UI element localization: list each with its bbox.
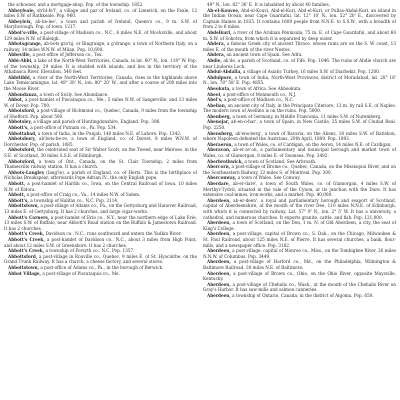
entry-text: a township of Ontario, Canada, in the district of Algoma. Pop. 650. [232, 292, 374, 298]
gazetteer-entry [4, 203, 197, 214]
entry-text: a town of Scotland, on the Don, 1 m. N. of Old Aberdeen, a city, the seat of King's College. [203, 220, 396, 231]
entry-text: an ancient town of Spain. See Adra. [226, 52, 303, 58]
entry-headword: Abbott's Creek, [8, 231, 45, 237]
entry-text: ab-er-dare', a town of South Wales, co. of Glamorgan, 4 miles S.W. of Merthyr-Tydvil, situated in the vale of the Cynon, at its junction with the Dare. It has extensive coal-mines, iron-works, and a market. Pop. 40,000. [203, 181, 396, 198]
entry-text: sh'bl-fe'l', a village and par of Ireland, co. of Limerick, on the Feale, 12 miles S.W. of Rathkeale. Pop. 960. [4, 7, 197, 19]
gazetteer-entry [203, 131, 396, 142]
gazetteer-entry [203, 259, 396, 270]
entry-text: ab'bots-be-re, a town of England, co. of Dorset, 8 miles W.N.W. of Dorchester. Pop. of parish, 1085. [4, 136, 197, 147]
entry-headword: Abbondanza, [8, 91, 39, 97]
gazetteer-entry [4, 58, 197, 75]
entry-headword: Abbot Village, [8, 270, 42, 276]
gazetteer-entry [4, 254, 197, 265]
entry-headword: Abbottstown, [8, 203, 39, 209]
entry-headword: Abbeville, [8, 52, 32, 58]
gazetteer-entry [203, 30, 396, 41]
entry-headword: Aberbrothwick, [207, 158, 244, 164]
entry-text: a lake of the North-West Territories, Canada, in lat. 60° N., lon. 118° W. Pop. of the township, 29 miles. It is studded with islands, and lies in the territory of the Athabasca River. Elevation, 540 feet. [4, 57, 197, 75]
entry-headword: Abensberg, [207, 130, 234, 136]
gazetteer-entry [203, 181, 396, 198]
gazetteer-entry [4, 30, 197, 41]
entry-headword: Abbotsford, [8, 158, 36, 164]
entry-headword: Abbi-Abbi, [8, 57, 33, 63]
entry-text: ab-en-o-har', a town of Spain, in New Castile, 25 miles S.W. of Ciudad Real. Pop. 2250. [203, 119, 396, 131]
entry-text: a town of Africa. See Abbeokuta. [232, 85, 302, 91]
entry-headword: Aberaeron, [207, 141, 233, 147]
gazetteer-entry [203, 41, 396, 52]
entry-headword: Abbotsford, [8, 147, 36, 153]
entry-text: ab-be-lee', a town and parish of Ireland, Queen's co., 9 m. S.W. of Maryborough. Pop. of town, 1217. [4, 18, 197, 30]
gazetteer-entry [203, 164, 396, 175]
entry-headword: Aberdeen, [207, 259, 231, 265]
gazetteer-entry [203, 220, 396, 231]
gazetteer-entry [4, 75, 197, 92]
entry-text: a town of Wales. See Conway. [237, 175, 301, 181]
gazetteer-entry [4, 97, 197, 108]
right-column [203, 2, 396, 398]
entry-text: a town of Ont., Canada, on the St. Clair Township, 2 miles from Thamesville railway station. It has a church. [4, 158, 197, 170]
entry-headword: Abel's, [207, 97, 223, 103]
entry-headword: Abenojar, [207, 119, 230, 125]
entry-headword: Abdul-Abdalla, [207, 69, 242, 75]
entry-headword: Aberdeen, [207, 292, 231, 298]
gazetteer-entry [4, 136, 197, 147]
entry-text: a post-office of Jefferson co., Tex. [32, 52, 103, 58]
entry-text: a post-office of Monmouth co., N.J. [222, 91, 297, 97]
entry-headword: Aberconway, [207, 175, 237, 181]
entry-headword: Aberdeen, [207, 281, 231, 287]
entry-text: ab'de, a parish of Scotland, co. of Fife. Pop. 1046. The ruins of Abdie church are near Lindores Loch. [203, 57, 396, 69]
gazetteer-entry [4, 271, 197, 277]
entry-headword: Abbottstown, [8, 264, 39, 270]
entry-text: a post-village of Adams co., Pa., on the Gettysburg and Hanover Railroad, 13 miles E. of Gettysburg. It has 2 churches, and large cigar-works. [4, 203, 197, 214]
entry-text: a post-hamlet of Piscataquis co., Me., 5 miles N.W. of Sangerville, and 13 miles W. of Dover. Pop. 700. [4, 97, 197, 108]
entry-text: a post-hamlet of Davidson co., N.C., about 3 miles from High Point, and about 12 miles S.W. of Greensboro. It has 2 churches. [4, 236, 197, 248]
gazetteer-entry [203, 293, 396, 299]
entry-text: a town of Scotland. See Arbroath. [244, 158, 317, 164]
entry-headword: Abeokuta, [207, 85, 231, 91]
entry-headword: Abbottabad, [8, 130, 37, 136]
entry-text: a post-village of Brown co., Ohio, on the Ohio River, opposite Maysville, Kentucky. [203, 270, 396, 282]
gazetteer-entry [203, 8, 396, 30]
entry-headword: Abeel, [207, 91, 222, 97]
entry-headword: Abbitibbi, [8, 74, 32, 80]
gazetteer-entry [203, 103, 396, 114]
entry-text: a post-village of Harford co., Md., on the Philadelphia, Wilmington & Baltimore Railroad, 30 miles N.E. of Baltimore. [203, 259, 396, 270]
entry-text: a post-office of Madison co., N.C. [223, 97, 294, 103]
gazetteer-entry [4, 237, 197, 248]
entry-text: a town of Wales, co. of Cardigan, on the Aeron, 14 miles N.E. of Cardigan. [234, 141, 392, 147]
gazetteer-entry [4, 215, 197, 232]
gazetteer-entry [4, 108, 197, 119]
entry-text: a post-village in Rouville co., Quebec, 9 miles E. of St. Hyacinthe, on the Grand Trunk Railway. It has a church, a cheese factory, and several stores. [4, 253, 197, 265]
entry-text: the schooner, and a mortgage-shop. Pop. of the township, 1852. [8, 2, 144, 7]
gazetteer-entry [203, 248, 396, 259]
entry-headword: Abbotsgrange, [8, 41, 43, 47]
entry-headword: Abbot's-ville, [8, 29, 39, 35]
entry-text: a town of Sicily. See Abundance. [39, 91, 109, 97]
entry-headword: Abercorn, [207, 164, 231, 170]
entry-text: ab'ens-berg', a town of Bavaria, on the Abens, 18 miles S.W. of Ratisbon, where Napoleon defeated the Austrians, 20th April, 1809. Pop. 1893. [203, 130, 396, 142]
entry-text: (lang'le), a parish of England, co. of Herts. This is the birthplace of Nicholas Breakspear, afterwards Pope Adrian IV., the only English pope. [4, 169, 197, 181]
entry-text: 49° N., lon. 82° 36' E. It is inhabited by about 40 families. [207, 2, 330, 7]
entry-headword: Abbott's, [8, 197, 29, 203]
gazetteer-entry [4, 19, 197, 30]
entry-text: ab-er-deen', a royal and parliamentary borough and seaport of Scotland, capital of Aberdeenshire, at the mouth of the river Dee, 110 miles N.N.E. of Edinburgh, with which it is connected by railway. Lat. 57° 9' N., lon. 2° 5' W. It has a university, a cathedral, and numerous churches. It exports granite, cattle, and fish. Pop. 121,000. [203, 197, 396, 220]
entry-text: a post-office of Craig co., Va., 14 miles N.W. of Salem. [26, 192, 141, 198]
entry-headword: Abbeyleix, [8, 18, 33, 24]
gazetteer-entry [203, 271, 396, 282]
entry-headword: Abdulpore, [207, 74, 233, 80]
entry-text: an ancient city of Italy, in the Principato Citeriore, 13 m. by rail S.E. of Naples. The modern town of Avellino is on the ruins. Pop. 5000. [203, 102, 396, 114]
entry-text: a town of India, in the Punjab, 140 miles N.E. of Lahore. Pop. 1342. [37, 130, 182, 136]
entry-headword: Abelian, [207, 102, 227, 108]
entry-text: the celebrated seat of Sir Walter Scott, on the Tweed, near Melrose, in the S.E. of Scotland, 30 miles S.S.E. of Edinburgh. [4, 147, 197, 159]
entry-text: a town of Germany, in Middle Franconia, 11 miles S.W. of Nuremberg. [232, 113, 382, 119]
gazetteer-page [4, 2, 396, 398]
entry-headword: Abbott's Creek, [8, 248, 45, 254]
entry-headword: Abbotsbury, [8, 136, 36, 142]
entry-text: a post-village of Richmond co., Quebec, Canada, 9 miles from the township of Shefford. Pop. about 500. [4, 108, 197, 119]
entry-text: a post-village of Brome co., Quebec, Canada, on the Missisquoi River, and on the Southeastern Railway, 22 miles S. of Montreal. Pop. 300. [203, 164, 396, 175]
entry-headword: Abdera, [207, 52, 226, 58]
entry-headword: Abdie, [207, 57, 222, 63]
gazetteer-entry [4, 147, 197, 158]
entry-text: a village and parish of Huntingdonshire, England. Pop. 396. [33, 119, 161, 125]
entry-headword: Abbott, [8, 181, 26, 186]
entry-headword: Abbott's Creek, [8, 236, 45, 242]
entry-headword: Abbeyfeale, [8, 7, 36, 13]
gazetteer-entry [203, 75, 396, 86]
entry-text: a river of the Arabian Peninsula, 75 m. E. of Cape Guardafui, and about 60 m. S.W. of Sokotra, from which it is separated by deep water. [203, 29, 396, 41]
gazetteer-entry [4, 181, 197, 192]
entry-text: a post-village of Chehalis co., Wash., at the mouth of the Chehalis River on Gray's Harbor. It has saw-mills and salmon canneries. [203, 281, 396, 293]
entry-text: a famous Greek city of ancient Thrace, whose ruins are on the S. W. coast, 13 miles E. of the mouth of the river Nestos. [203, 41, 396, 52]
entry-headword: Aberdeen, [207, 231, 231, 237]
entry-headword: Abdelkuri, [207, 29, 232, 35]
entry-headword: Aberdeen, [207, 197, 231, 203]
entry-headword: Abbott's, [8, 125, 29, 131]
entry-text: a post-village, capital of Brown co., S. Dak., on the Chicago, Milwaukee & St. Paul Railroad, about 125 miles N.E. of Pierre. It has several churches, a bank, flour-mills, and a newspaper office. Pop. 3182. [203, 231, 396, 248]
gazetteer-entry [203, 282, 396, 293]
entry-headword: Abbott, [8, 192, 26, 198]
gazetteer-entry [203, 198, 396, 220]
gazetteer-entry [203, 58, 396, 69]
entry-text: a township of Halifax co., N.C. Pop. 2114. [30, 197, 119, 203]
entry-text: ab-er-av'on, a parliamentary and municipal borough and market town of Wales, co. of Glamorgan, 8 miles E. of Swansea. Pop. 3482. [203, 147, 396, 159]
entry-headword: Abbottsford, [8, 253, 38, 259]
entry-text: a town of India, North-West Provinces, district of Moradabad, lat. 28° 18' N., lon. 78° 58' E. Pop. 4855. [203, 74, 396, 86]
entry-text: a village of Asiatic Turkey, 16 miles S.W. of Diarbekir. Pop. 1200. [243, 69, 381, 75]
entry-headword: Aberavon, [207, 147, 231, 153]
gazetteer-entry [203, 119, 396, 130]
entry-text: a post-village, capital of Monroe co., Miss., on the Tombigbee River, 26 miles N.N.W. of Columbus. Pop. 3449. [203, 248, 396, 259]
entry-headword: Abbotsford, [8, 108, 36, 114]
entry-headword: Abenberg, [207, 113, 232, 119]
entry-headword: Aberdare, [207, 181, 231, 186]
entry-headword: Aberdeen, [207, 248, 231, 254]
entry-text: a post-village of Madison co., N.C., 6 miles N.E. of Mocksville, and about 129 miles N.W. of Raleigh. [4, 29, 197, 41]
gazetteer-entry [203, 147, 396, 158]
gazetteer-entry [4, 170, 197, 181]
entry-headword: Abbot, [8, 97, 24, 103]
entry-text: a post-hamlet of Hardin co., Iowa, on the Central Railroad of Iowa, 10 miles N.W. of Eldora. [4, 181, 197, 192]
entry-headword: Ab-el-Kouvee, [207, 7, 240, 13]
entry-text: a township of Forsyth co., N.C. Pop. 1357. [45, 248, 135, 254]
entry-text: Abd-el-Kouvi, Abd-el-Kuri, Abd-el-Kuri, or Pullas-Abdal-Kuri, an island in the Indian Ocean, near Cape Guardafui, lat. 12° 10' N., lon. 52° 20' E., discovered by Captain Haines in 1835. It contains 1600 people from N.N.E. to S.S.W., with a breadth of from 2 to 6 miles. [203, 7, 396, 30]
gazetteer-entry [4, 8, 197, 19]
entry-headword: Abbotsley, [8, 119, 32, 125]
entry-text: a post-office of Putnam co., Pa. Pop. 534. [30, 125, 117, 131]
entry-text: ab-bots-gra'nj, or Bingrange, a g'drange, a town of Northern Italy, on a railway, 14 miles W.N.W. of Milan. Pop. 10,600. [4, 41, 197, 52]
left-column [4, 2, 197, 398]
entry-headword: Abbots-Langley [8, 169, 45, 175]
gazetteer-entry [4, 159, 197, 170]
entry-text: a post-hamlet of Erie co., N.Y., near the northern edge of Lake Erie, 13 miles S.W. of Buffalo, near Abbott's Road station on the Buffalo & Jamestown Railroad. It has 2 churches. [4, 214, 197, 231]
entry-text: a river of the North-West Territories, Canada, rises in the highlands above Lake Temiscamingue, lat. 49° 30' N., lon. 80° 20' W., and after a course of 200 miles into the Moose River. [4, 74, 197, 91]
entry-headword: Aberdeen, [207, 270, 231, 276]
gazetteer-entry [203, 231, 396, 248]
gazetteer-entry [4, 41, 197, 52]
entry-text: a post-office of Adams co., Pa., in the borough of Berwick. [40, 264, 164, 270]
entry-headword: Abbott's Corners, [8, 214, 50, 220]
entry-headword: Aberdeen, [207, 220, 231, 226]
entry-text: Davidson co., N.C., runs southward and enters the Yadkin River. [45, 231, 182, 237]
entry-headword: Abdera, [207, 41, 226, 47]
entry-text: a post-village of Piscataquis co., Me. [42, 270, 120, 276]
